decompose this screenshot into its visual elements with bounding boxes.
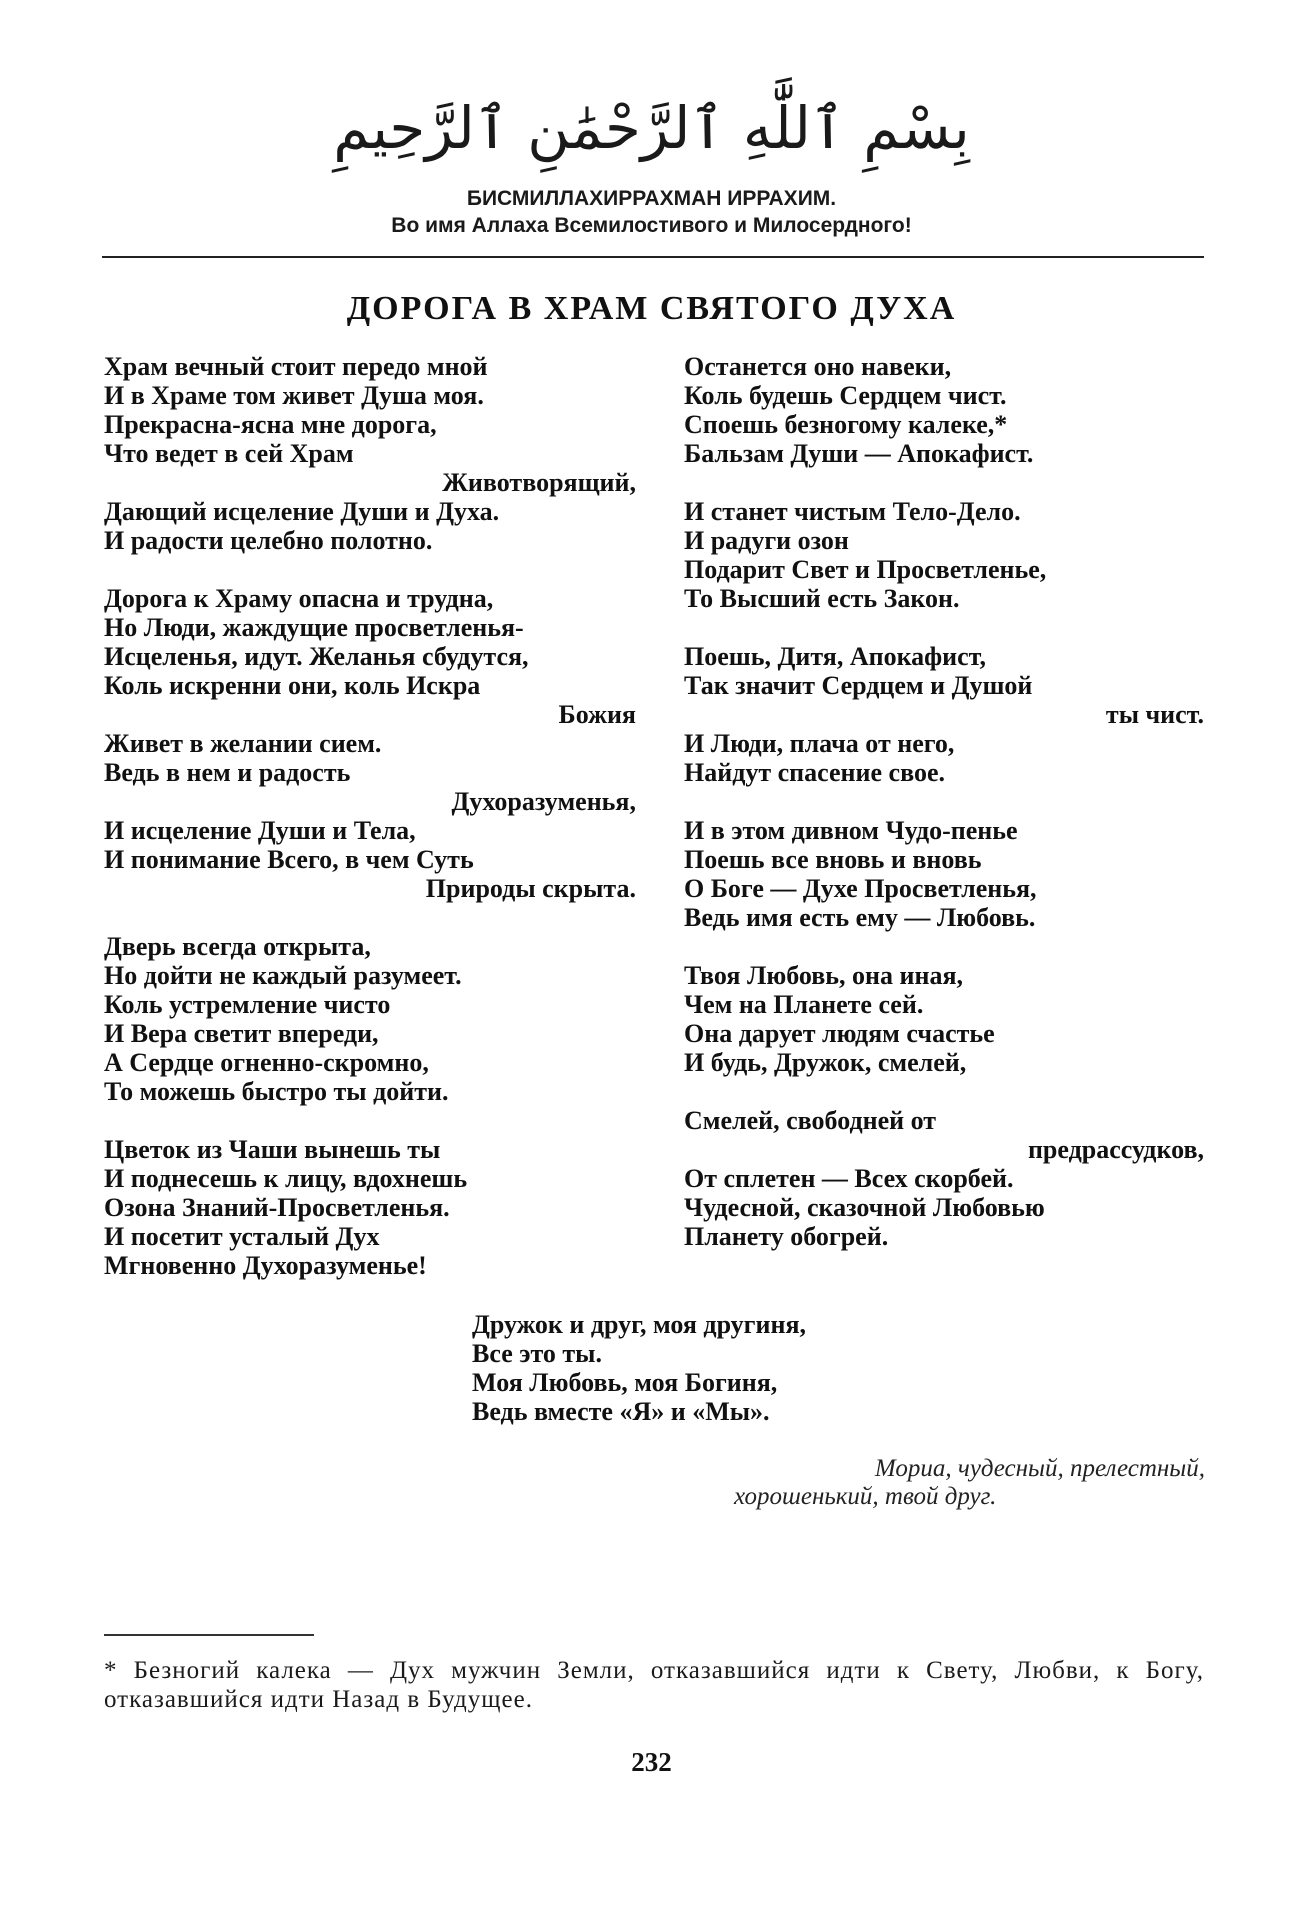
poem-line: Коль будешь Сердцем чист. — [684, 381, 1007, 410]
poem-line: А Сердце огненно-скромно, — [104, 1048, 429, 1077]
poem-line: И радости целебно полотно. — [104, 526, 433, 555]
signature-line-2: хорошенький, твой друг. — [734, 1483, 997, 1510]
poem-line: Останется оно навеки, — [684, 352, 952, 381]
poem-line: И Вера светит впереди, — [104, 1019, 379, 1048]
header-divider — [102, 256, 1204, 258]
poem-line: Природы скрыта. — [425, 874, 636, 903]
poem-line: Подарит Свет и Просветленье, — [684, 555, 1047, 584]
poem-line: Божия — [558, 700, 636, 729]
signature-line-1: Мориа, чудесный, прелестный, — [874, 1455, 1205, 1482]
stanza — [684, 497, 1204, 613]
poem-line: Дающий исцеление Души и Духа. — [104, 497, 500, 526]
poem-line: Дорога к Храму опасна и трудна, — [104, 584, 494, 613]
poem-line: От сплетен — Всех скорбей. — [684, 1164, 1014, 1193]
footnote-divider — [104, 1634, 314, 1636]
poem-line: Храм вечный стоит передо мной — [104, 352, 488, 381]
basmala-calligraphy: بِسْمِ ٱللَّٰهِ ٱلرَّحْمَٰنِ ٱلرَّحِيمِ — [333, 94, 970, 162]
poem-line: Ведь в нем и радость — [104, 758, 351, 787]
poem-line: Прекрасна-ясна мне дорога, — [104, 410, 437, 439]
poem-line: Животворящий, — [442, 468, 636, 497]
basmala-transliteration: БИСМИЛЛАХИРРАХМАН ИРРАХИМ. — [466, 187, 837, 210]
poem-line: Что ведет в сей Храм — [104, 439, 354, 468]
poem-line: Но дойти не каждый разумеет. — [104, 961, 462, 990]
stanza — [104, 932, 636, 1106]
poem-line: То можешь быстро ты дойти. — [104, 1077, 449, 1106]
poem-line: Моя Любовь, моя Богиня, — [472, 1368, 778, 1397]
stanza — [104, 1135, 636, 1280]
poem-line: Коль устремление чисто — [104, 990, 391, 1019]
poem-line: И понимание Всего, в чем Суть — [104, 845, 474, 874]
stanza — [684, 961, 1204, 1077]
poem-line: Найдут спасение свое. — [684, 758, 945, 787]
poem-line: Цветок из Чаши вынешь ты — [104, 1135, 441, 1164]
stanza — [104, 352, 636, 555]
stanza — [684, 642, 1204, 787]
poem-column-right — [684, 352, 1204, 1280]
poem-line: О Боге — Духе Просветленья, — [684, 874, 1037, 903]
poem-line: Бальзам Души — Апокафист. — [684, 439, 1034, 468]
stanza — [684, 1106, 1204, 1251]
poem-column-left — [104, 352, 636, 1309]
poem-line: И Люди, плача от него, — [684, 729, 955, 758]
poem-line: И в этом дивном Чудо-пенье — [684, 816, 1018, 845]
poem-line: И в Храме том живет Душа моя. — [104, 381, 484, 410]
poem-line: Так значит Сердцем и Душой — [684, 671, 1033, 700]
stanza — [684, 816, 1204, 932]
poem-line: Озона Знаний-Просветленья. — [104, 1193, 450, 1222]
poem-line: ты чист. — [1105, 700, 1204, 729]
footnote: * Безногий калека — Дух мужчин Земли, отказавшийся идти к Свету, Любви, к Богу, отказавшийся идти Назад в Будущее. — [104, 1657, 1204, 1713]
poem-line: Ведь вместе «Я» и «Мы». — [472, 1397, 770, 1426]
poem-line: Коль искренни они, коль Искра — [104, 671, 481, 700]
poem-line: То Высший есть Закон. — [684, 584, 960, 613]
poem-line: Смелей, свободней от — [684, 1106, 937, 1135]
poem-line: Споешь безногому калеке,* — [684, 410, 1008, 439]
poem-line: Живет в желании сием. — [104, 729, 382, 758]
poem-title: ДОРОГА В ХРАМ СВЯТОГО ДУХА — [346, 290, 957, 327]
poem-line: Чудесной, сказочной Любовью — [684, 1193, 1045, 1222]
poem-line: Твоя Любовь, она иная, — [684, 961, 964, 990]
poem-final-stanza — [472, 1310, 806, 1426]
poem-line: И радуги озон — [684, 526, 849, 555]
poem-line: Дверь всегда открыта, — [104, 932, 371, 961]
poem-line: Она дарует людям счастье — [684, 1019, 995, 1048]
poem-line: Планету обогрей. — [684, 1222, 889, 1251]
poem-line: Ведь имя есть ему — Любовь. — [684, 903, 1036, 932]
stanza — [684, 352, 1204, 468]
poem-line: И исцеление Души и Тела, — [104, 816, 416, 845]
poem-line: Исцеленья, идут. Желанья сбудутся, — [104, 642, 529, 671]
poem-line: И будь, Дружок, смелей, — [684, 1048, 967, 1077]
poem-line: Дружок и друг, моя другиня, — [472, 1310, 807, 1339]
poem-line: И поднесешь к лицу, вдохнешь — [104, 1164, 468, 1193]
poem-line: Поешь все вновь и вновь — [684, 845, 982, 874]
poem-line: Все это ты. — [472, 1339, 602, 1368]
poem-line: Поешь, Дитя, Апокафист, — [684, 642, 986, 671]
signature — [700, 1455, 1205, 1511]
stanza — [104, 584, 636, 903]
poem-line: Чем на Планете сей. — [684, 990, 924, 1019]
basmala-translation: Во имя Аллаха Всемилостивого и Милосердного! — [391, 214, 912, 237]
poem-line: предрассудков, — [1027, 1135, 1204, 1164]
poem-line: Но Люди, жаждущие просветленья- — [104, 613, 524, 642]
poem-line: И посетит усталый Дух — [104, 1222, 380, 1251]
poem-line: И станет чистым Тело-Дело. — [684, 497, 1021, 526]
poem-line: Духоразуменья, — [451, 787, 636, 816]
page-number: 232 — [631, 1747, 672, 1777]
poem-line: Мгновенно Духоразуменье! — [104, 1251, 427, 1280]
